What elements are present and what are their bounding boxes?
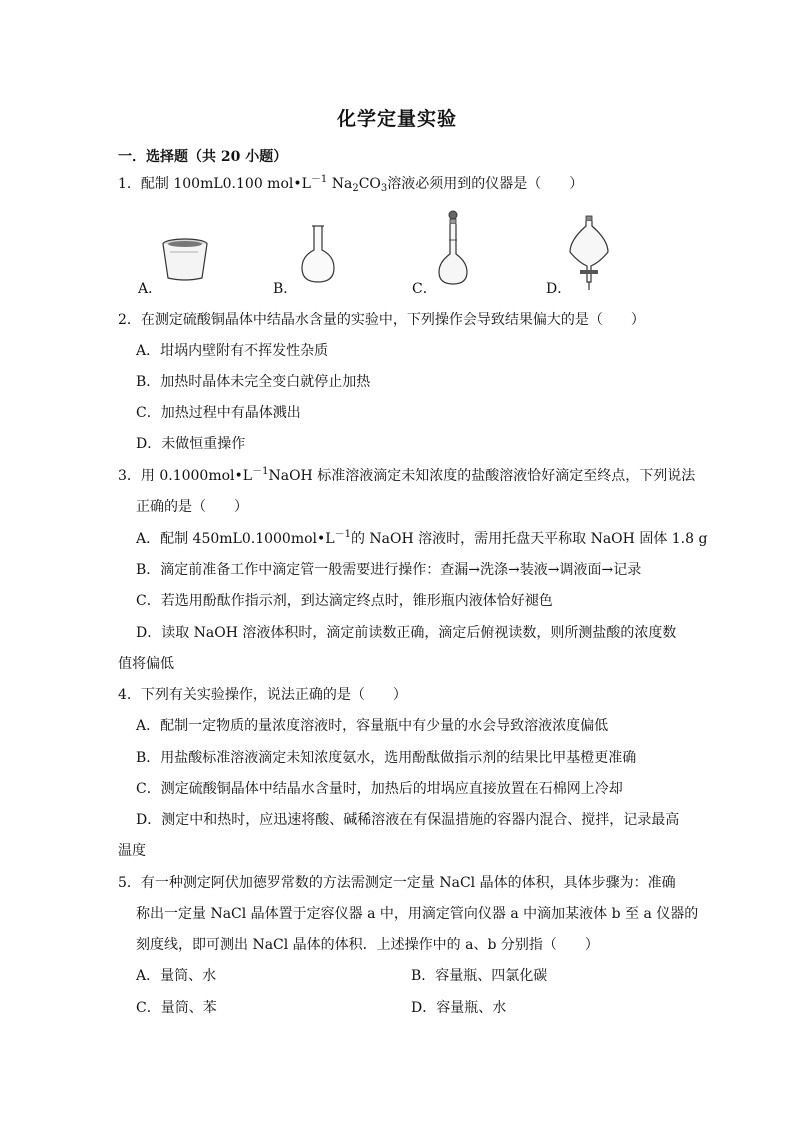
q2-option-a[interactable]: A．坩埚内壁附有不挥发性杂质 xyxy=(136,343,329,359)
q4-option-c[interactable]: C．测定硫酸铜晶体中结晶水含量时，加热后的坩埚应直接放置在石棉网上冷却 xyxy=(136,781,623,797)
q3-option-d-line-1[interactable]: D．读取 NaOH 溶液体积时，滴定前读数正确，滴定后俯视读数，则所测盐酸的浓度数 xyxy=(136,625,677,641)
q1-option-a[interactable]: A． xyxy=(138,281,163,297)
q3-superscript: －1 xyxy=(252,466,269,477)
question-3-stem-line-1 xyxy=(118,466,695,488)
question-2-stem: 2．在测定硫酸铜晶体中结晶水含量的实验中，下列操作会导致结果偏大的是（ ） xyxy=(118,312,645,328)
q1-stem-suffix: 溶液必须用到的仪器是（ ） xyxy=(387,176,584,192)
q3-a-superscript: －1 xyxy=(334,529,351,540)
separatory-funnel-icon xyxy=(566,216,612,292)
q3-a-suffix: 的 NaOH 溶液时，需用托盘天平称取 NaOH 固体 1.8 g xyxy=(350,531,708,547)
q3-option-a[interactable] xyxy=(136,529,707,551)
q1-stem-prefix: 1．配制 100mL0.100 mol•L xyxy=(118,176,311,192)
volumetric-flask-icon xyxy=(436,210,470,286)
q2-option-d[interactable]: D．未做恒重操作 xyxy=(136,436,246,452)
q3-a-prefix: A．配制 450mL0.1000mol•L xyxy=(136,531,335,547)
q5-option-c[interactable]: C．量筒、苯 xyxy=(136,1000,217,1016)
q4-option-b[interactable]: B．用盐酸标准溶液滴定未知浓度氨水，选用酚酞做指示剂的结果比甲基橙更准确 xyxy=(136,750,637,766)
beaker-icon xyxy=(160,236,210,282)
page-title: 化学定量实验 xyxy=(336,108,457,130)
q4-option-a[interactable]: A．配制一定物质的量浓度溶液时，容量瓶中有少量的水会导致溶液浓度偏低 xyxy=(136,718,609,734)
q4-option-d-line-2: 温度 xyxy=(118,843,146,859)
round-bottom-flask-icon xyxy=(298,224,338,284)
question-5-stem-line-3: 刻度线，即可测出 NaCl 晶体的体积．上述操作中的 a、b 分别指（ ） xyxy=(136,937,599,953)
q5-option-d[interactable]: D．容量瓶、水 xyxy=(411,1000,507,1016)
q2-option-b[interactable]: B．加热时晶体未完全变白就停止加热 xyxy=(136,374,371,390)
q3-option-d-line-2: 值将偏低 xyxy=(118,656,174,672)
q1-co: CO xyxy=(358,176,381,192)
q1-option-b[interactable]: B． xyxy=(273,281,298,297)
q3-stem-suffix: NaOH 标准溶液滴定未知浓度的盐酸溶液恰好滴定至终点，下列说法 xyxy=(268,468,696,484)
q3-option-c[interactable]: C．若选用酚酞作指示剂，到达滴定终点时，锥形瓶内液体恰好褪色 xyxy=(136,593,553,609)
q5-option-b[interactable]: B．容量瓶、四氯化碳 xyxy=(411,968,548,984)
q1-option-d[interactable]: D． xyxy=(546,281,572,297)
q1-subscript-2: 2 xyxy=(352,183,359,194)
q1-superscript: －1 xyxy=(310,174,328,185)
section-heading: 一．选择题（共 20 小题） xyxy=(118,149,288,165)
q1-option-c[interactable]: C． xyxy=(412,281,437,297)
question-4-stem: 4．下列有关实验操作，说法正确的是（ ） xyxy=(118,687,407,703)
q3-option-b[interactable]: B．滴定前准备工作中滴定管一般需要进行操作：查漏→洗涤→装液→调液面→记录 xyxy=(136,562,642,578)
question-1-stem xyxy=(118,174,583,196)
q2-option-c[interactable]: C．加热过程中有晶体溅出 xyxy=(136,405,301,421)
question-5-stem-line-1: 5．有一种测定阿伏加德罗常数的方法需测定一定量 NaCl 晶体的体积，具体步骤为：准确 xyxy=(118,875,676,891)
q3-stem-prefix: 3．用 0.1000mol•L xyxy=(118,468,253,484)
question-5-stem-line-2: 称出一定量 NaCl 晶体置于定容仪器 a 中，用滴定管向仪器 a 中滴加某液体 b 至 a 仪器的 xyxy=(136,906,699,922)
q1-na: Na xyxy=(327,176,353,192)
q5-option-a[interactable]: A．量筒、水 xyxy=(136,968,217,984)
question-3-stem-line-2: 正确的是（ ） xyxy=(136,499,248,515)
q4-option-d-line-1[interactable]: D．测定中和热时，应迅速将酸、碱稀溶液在有保温措施的容器内混合、搅拌，记录最高 xyxy=(136,812,680,828)
q1-subscript-3: 3 xyxy=(380,183,388,194)
